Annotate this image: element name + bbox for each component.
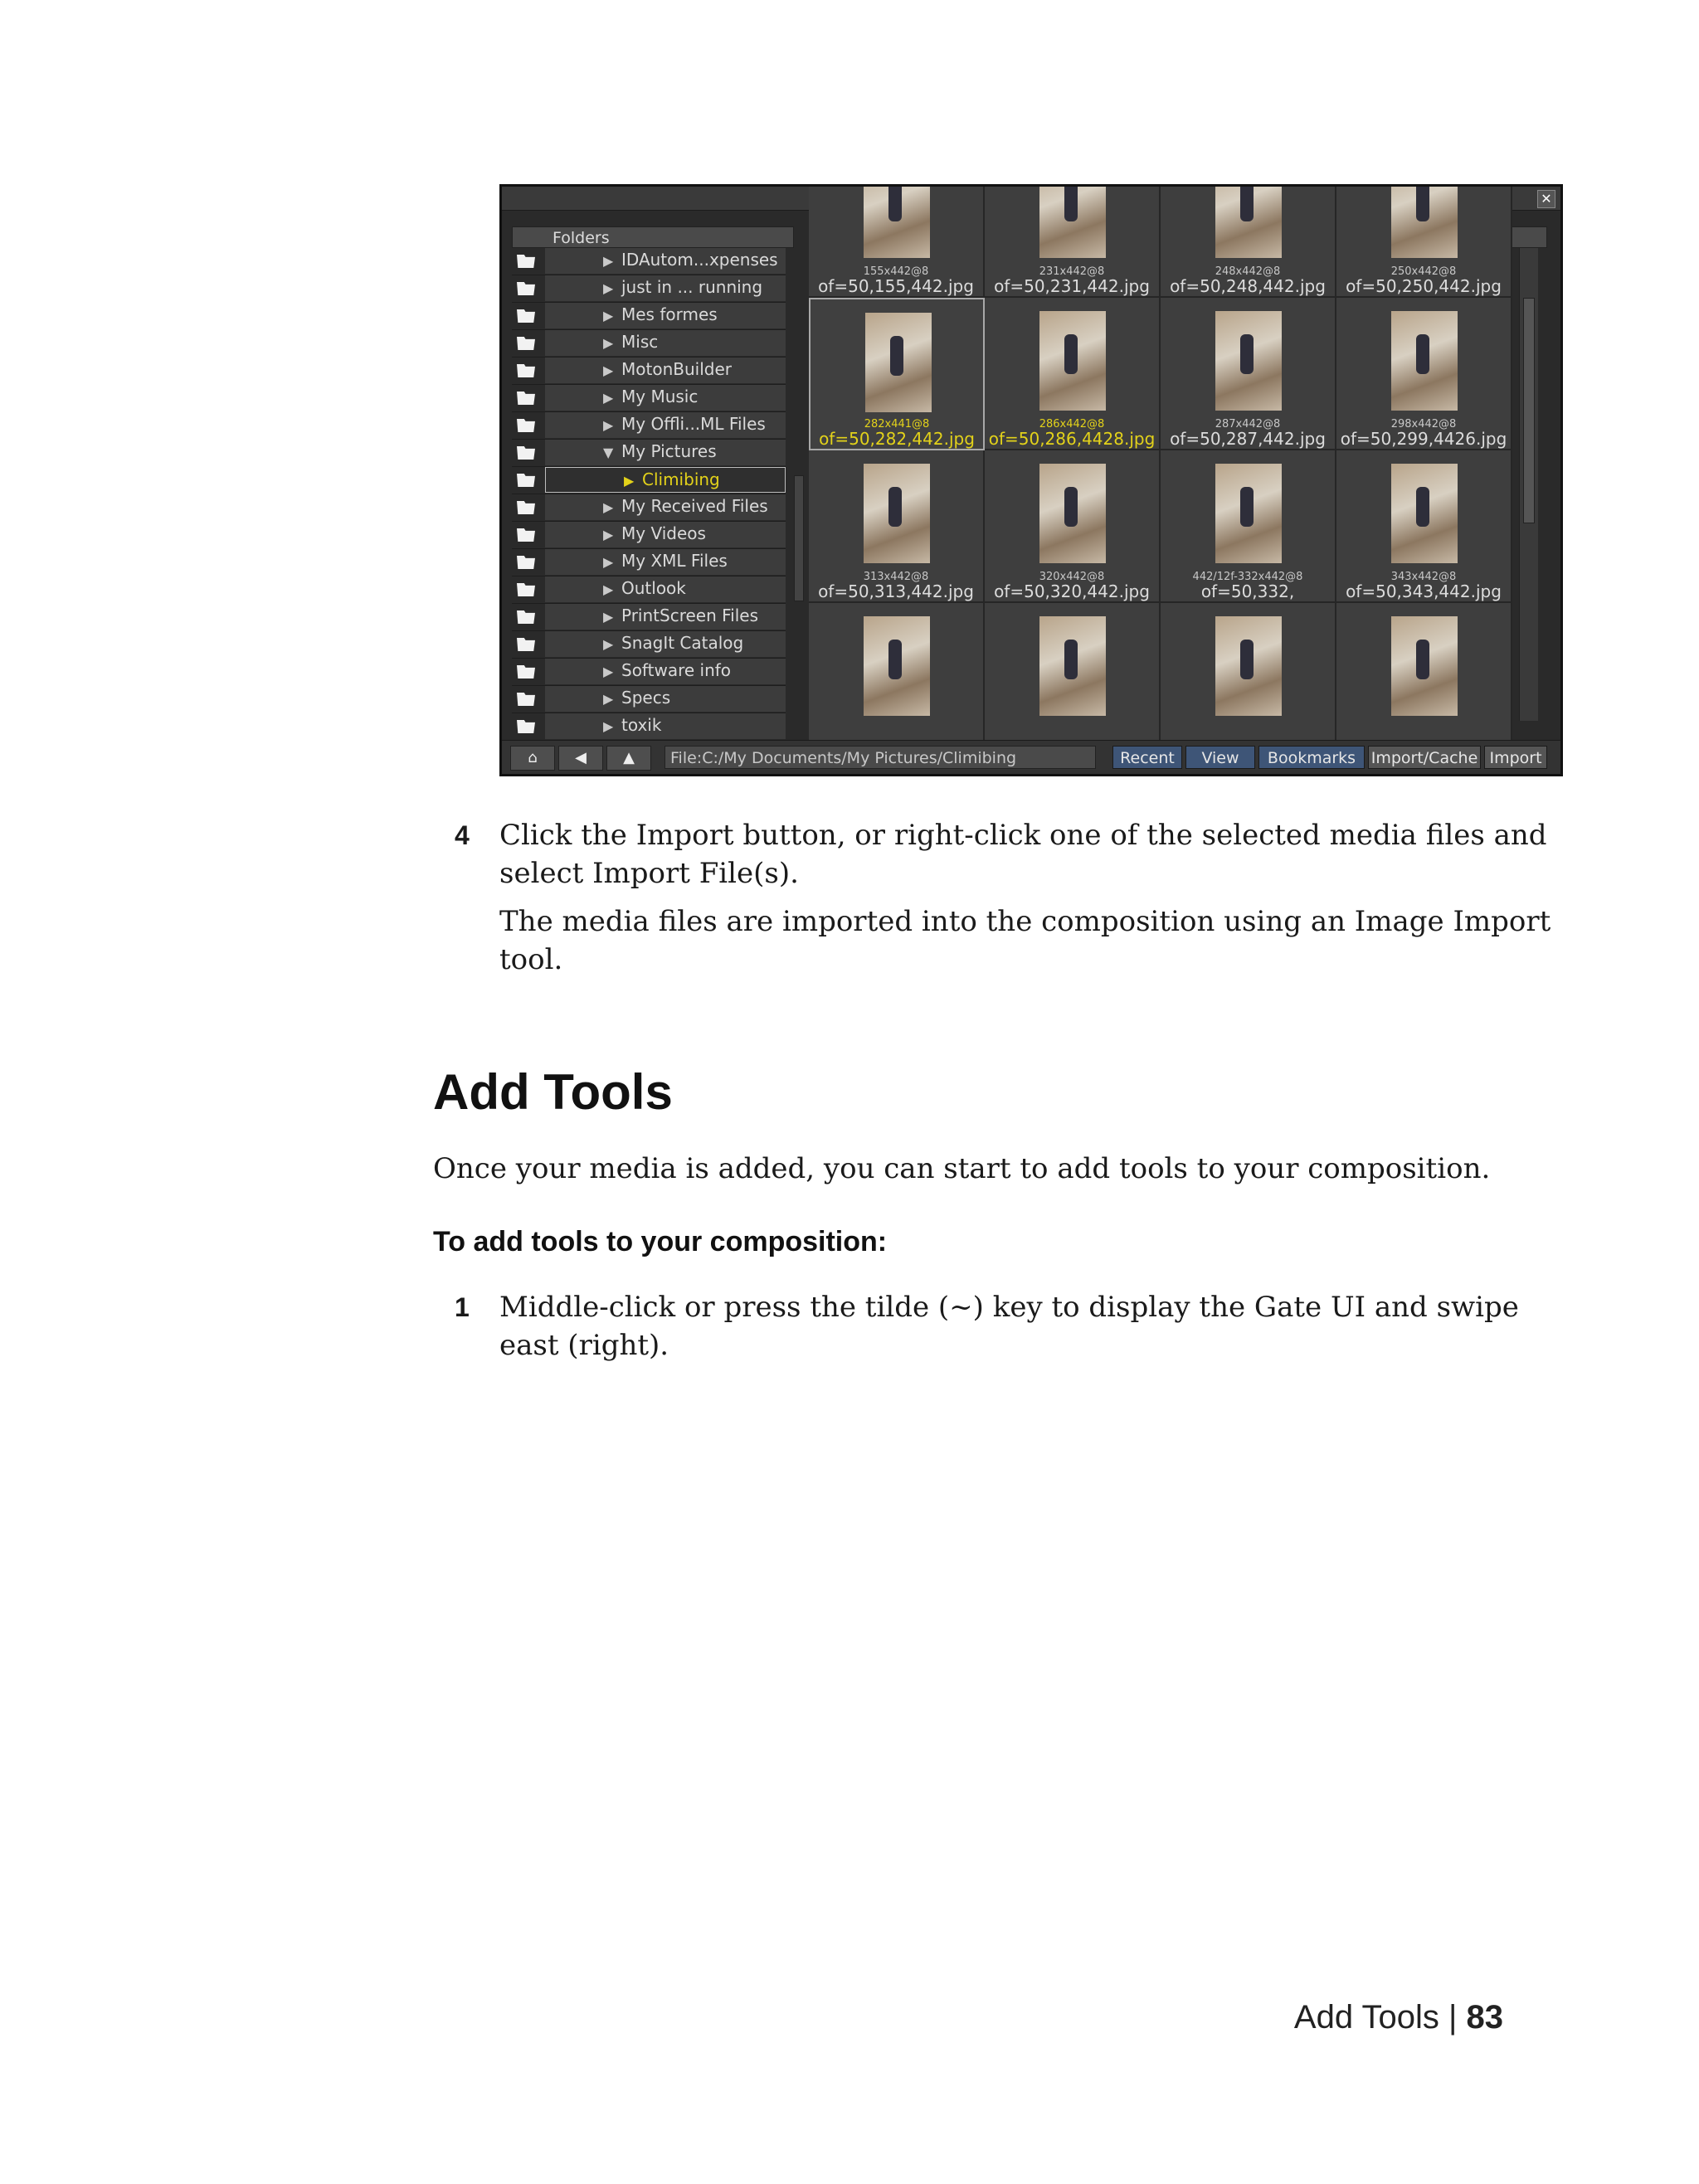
file-thumbnail[interactable] — [1161, 298, 1336, 450]
folder-row[interactable] — [512, 385, 786, 412]
folder-icon — [517, 501, 535, 514]
thumbnail-image — [1215, 184, 1282, 258]
thumbnail-image — [1391, 616, 1458, 716]
folder-icon — [517, 309, 535, 323]
folder-cell — [545, 604, 786, 630]
folder-icon — [517, 282, 535, 295]
file-thumbnail[interactable] — [1336, 603, 1512, 756]
file-thumbnail[interactable] — [809, 184, 985, 298]
folder-icon — [517, 392, 535, 405]
folder-row[interactable] — [512, 330, 786, 358]
thumbnail-filename: of=50,332, — [1200, 581, 1295, 601]
expand-right-icon[interactable]: ▶ — [603, 280, 614, 296]
file-thumbnail[interactable] — [985, 450, 1161, 603]
folder-row[interactable] — [512, 275, 786, 303]
folder-icon — [517, 583, 535, 596]
section-heading: Add Tools — [433, 1064, 673, 1120]
recent-button[interactable]: Recent — [1112, 746, 1182, 769]
close-icon[interactable]: ✕ — [1537, 190, 1555, 208]
expand-right-icon[interactable]: ▶ — [603, 581, 614, 597]
file-thumbnail[interactable] — [985, 184, 1161, 298]
folder-row[interactable] — [512, 248, 786, 275]
folder-label: just in ... running — [621, 277, 763, 297]
folder-row[interactable] — [512, 303, 786, 330]
result-line-2: tool. — [499, 943, 563, 976]
folder-label: Software info — [621, 660, 732, 680]
expand-right-icon[interactable]: ▶ — [603, 253, 614, 269]
folder-row[interactable] — [512, 412, 786, 440]
expand-right-icon[interactable]: ▶ — [603, 308, 614, 323]
thumbnail-filename: of=50,313,442.jpg — [818, 581, 974, 601]
step-text-line-2: select Import File(s). — [499, 857, 799, 890]
folder-label: My Videos — [621, 523, 706, 543]
thumbnail-filename: of=50,286,4428.jpg — [988, 429, 1156, 449]
thumbnail-image — [1039, 311, 1106, 411]
folder-cell — [545, 713, 786, 739]
folder-label: Outlook — [621, 578, 686, 598]
folder-row[interactable] — [512, 467, 786, 494]
expand-right-icon[interactable]: ▶ — [603, 609, 614, 625]
file-thumbnail[interactable] — [1336, 450, 1512, 603]
thumbnail-dimensions: 248x442@8 — [1215, 265, 1281, 278]
folder-icon — [517, 446, 535, 460]
folder-cell — [545, 631, 786, 657]
folder-label: MotonBuilder — [621, 359, 732, 379]
thumbnail-filename: of=50,299,4426.jpg — [1340, 429, 1507, 449]
folders-panel — [512, 226, 794, 735]
thumbnail-filename: of=50,250,442.jpg — [1346, 276, 1502, 296]
thumbnail-filename: of=50,287,442.jpg — [1170, 429, 1326, 449]
thumbnail-image — [1215, 311, 1282, 411]
folder-cell — [545, 412, 786, 438]
expand-down-icon[interactable]: ▼ — [603, 445, 614, 460]
thumbnail-filename: of=50,320,442.jpg — [994, 581, 1150, 601]
file-browser-window — [499, 184, 1563, 776]
folder-cell — [545, 303, 786, 328]
folder-row[interactable] — [512, 604, 786, 631]
folder-icon — [517, 693, 535, 706]
folder-row[interactable] — [512, 440, 786, 467]
expand-right-icon[interactable]: ▶ — [603, 499, 614, 515]
folder-row[interactable] — [512, 686, 786, 713]
expand-right-icon[interactable]: ▶ — [624, 473, 635, 489]
folder-cell — [545, 576, 786, 602]
thumbnail-image — [864, 184, 930, 258]
folder-label: Specs — [621, 688, 671, 708]
thumbnail-image — [1039, 184, 1106, 258]
folder-label: PrintScreen Files — [621, 606, 759, 625]
folder-label: toxik — [621, 715, 662, 735]
step-1 — [455, 1288, 1519, 1364]
page-number: 83 — [1466, 1999, 1503, 2036]
thumbnail-filename: of=50,343,442.jpg — [1346, 581, 1502, 601]
folder-cell — [545, 358, 786, 383]
folder-cell — [545, 549, 786, 575]
thumbnail-image — [1039, 464, 1106, 563]
thumbnail-dimensions: 298x442@8 — [1390, 418, 1457, 430]
expand-right-icon[interactable]: ▶ — [603, 417, 614, 433]
file-thumbnail[interactable] — [1161, 184, 1336, 298]
section-intro: Once your media is added, you can start to add tools to your composition. — [433, 1152, 1491, 1185]
folder-label: My Pictures — [621, 441, 717, 461]
folder-icon — [517, 665, 535, 679]
folder-icon — [517, 638, 535, 651]
file-thumbnail[interactable] — [809, 298, 985, 450]
folder-row[interactable] — [512, 631, 786, 659]
folder-label: My Music — [621, 387, 699, 406]
folder-cell — [545, 248, 786, 274]
thumbnail-image — [864, 616, 930, 716]
page-footer — [1294, 1999, 1503, 2036]
thumbnail-image — [1215, 616, 1282, 716]
path-field[interactable]: File:C:/My Documents/My Pictures/Climibing — [665, 746, 1096, 769]
folder-cell — [545, 686, 786, 712]
file-thumbnail[interactable] — [1336, 184, 1512, 298]
file-thumbnail[interactable] — [985, 298, 1161, 450]
folder-label: Misc — [621, 332, 659, 352]
thumbnail-dimensions: 282x441@8 — [864, 418, 930, 430]
thumbnail-image — [1215, 464, 1282, 563]
folder-row[interactable] — [512, 522, 786, 549]
folder-row[interactable] — [512, 713, 786, 741]
folder-cell — [545, 440, 786, 465]
folder-label: My XML Files — [621, 551, 728, 571]
folder-label: SnagIt Catalog — [621, 633, 744, 653]
file-thumbnail[interactable] — [1161, 450, 1336, 603]
step-4-result — [499, 902, 1551, 979]
folder-icon — [517, 255, 535, 268]
folder-cell — [545, 659, 786, 684]
thumbnail-filename: of=50,155,442.jpg — [818, 276, 974, 296]
footer-separator: | — [1448, 1999, 1458, 2036]
thumbnail-dimensions: 313x442@8 — [863, 571, 929, 583]
folder-icon — [517, 474, 535, 487]
folder-row[interactable] — [512, 659, 786, 686]
expand-right-icon[interactable]: ▶ — [603, 554, 614, 570]
folders-header[interactable]: Folders — [512, 226, 794, 248]
folder-cell — [545, 330, 786, 356]
thumbnail-image — [1391, 184, 1458, 258]
thumbnail-dimensions: 442/12f-332x442@8 — [1192, 571, 1303, 583]
thumbnail-filename: of=50,248,442.jpg — [1170, 276, 1326, 296]
expand-right-icon[interactable]: ▶ — [603, 335, 614, 351]
folder-icon — [517, 364, 535, 377]
file-thumbnail[interactable] — [809, 450, 985, 603]
folder-icon — [517, 720, 535, 733]
home-icon[interactable]: ⌂ — [510, 746, 555, 771]
view-button[interactable]: View — [1185, 746, 1255, 769]
expand-right-icon[interactable]: ▶ — [603, 362, 614, 378]
file-thumbnail[interactable] — [1336, 298, 1512, 450]
thumbnail-dimensions: 320x442@8 — [1039, 571, 1105, 583]
result-line-1: The media files are imported into the composition using an Image Import — [499, 905, 1551, 938]
folder-label: IDAutom...xpenses — [621, 250, 778, 270]
folder-icon — [517, 337, 535, 350]
thumbnail-dimensions: 231x442@8 — [1039, 265, 1105, 278]
step-text-line-1: Middle-click or press the tilde (~) key to display the Gate UI and swipe — [499, 1291, 1519, 1324]
folder-row[interactable] — [512, 358, 786, 385]
thumbnail-image — [1391, 311, 1458, 411]
import-cache-button[interactable]: Import/Cache — [1368, 746, 1481, 769]
thumbnail-image — [1391, 464, 1458, 563]
import-button[interactable]: Import — [1484, 746, 1547, 769]
files-panel — [809, 226, 1547, 724]
folder-icon — [517, 556, 535, 569]
scrollbar-thumb[interactable] — [1523, 298, 1535, 523]
expand-right-icon[interactable]: ▶ — [603, 664, 614, 679]
file-thumbnail[interactable] — [1161, 603, 1336, 756]
step-text-line-1: Click the Import button, or right-click one of the selected media files and — [499, 819, 1547, 852]
thumbnail-dimensions: 343x442@8 — [1390, 571, 1457, 583]
folder-icon — [517, 610, 535, 624]
thumbnail-filename: of=50,282,442.jpg — [819, 429, 975, 449]
thumbnail-dimensions: 287x442@8 — [1215, 418, 1281, 430]
file-browser-toolbar — [502, 740, 1560, 774]
expand-right-icon[interactable]: ▶ — [603, 691, 614, 707]
thumbnail-image — [1039, 616, 1106, 716]
folder-cell — [545, 494, 786, 520]
thumbnail-dimensions: 250x442@8 — [1390, 265, 1457, 278]
procedure-title: To add tools to your composition: — [433, 1226, 888, 1257]
expand-right-icon[interactable]: ▶ — [603, 390, 614, 406]
folder-label: Climibing — [642, 469, 720, 489]
folders-scrollbar[interactable] — [794, 475, 804, 601]
folder-label: My Offli...ML Files — [621, 414, 766, 434]
expand-right-icon[interactable]: ▶ — [603, 718, 614, 734]
step-4 — [455, 816, 1547, 893]
step-number: 4 — [455, 820, 470, 850]
folder-icon — [517, 528, 535, 542]
folder-row[interactable] — [512, 576, 786, 604]
thumbnail-filename: of=50,231,442.jpg — [994, 276, 1150, 296]
folder-label: Mes formes — [621, 304, 718, 324]
folder-list — [512, 248, 786, 741]
thumbnail-dimensions: 155x442@8 — [863, 265, 929, 278]
bookmarks-button[interactable]: Bookmarks — [1258, 746, 1365, 769]
folder-cell — [545, 385, 786, 411]
thumbnail-image — [864, 464, 930, 563]
thumbnail-image — [865, 313, 932, 412]
files-scrollbar[interactable] — [1519, 248, 1538, 721]
folder-cell — [545, 275, 786, 301]
folder-row[interactable] — [512, 549, 786, 576]
file-thumbnail[interactable] — [809, 603, 985, 756]
file-thumbnail[interactable] — [985, 603, 1161, 756]
back-icon[interactable]: ◀ — [558, 746, 603, 771]
expand-right-icon[interactable]: ▶ — [603, 527, 614, 542]
folder-label: My Received Files — [621, 496, 768, 516]
folder-cell — [545, 467, 786, 493]
folder-icon — [517, 419, 535, 432]
expand-right-icon[interactable]: ▶ — [603, 636, 614, 652]
step-number: 1 — [455, 1292, 470, 1322]
footer-section: Add Tools — [1293, 1999, 1439, 2036]
folder-row[interactable] — [512, 494, 786, 522]
up-icon[interactable]: ▲ — [606, 746, 651, 771]
folder-cell — [545, 522, 786, 547]
thumbnail-dimensions: 286x442@8 — [1039, 418, 1105, 430]
step-text-line-2: east (right). — [499, 1329, 669, 1362]
